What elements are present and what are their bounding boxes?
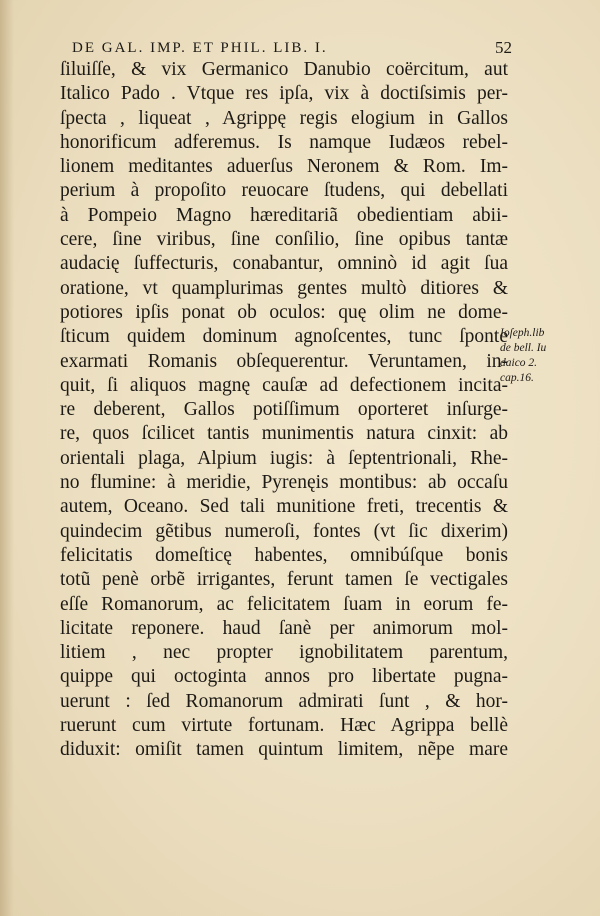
margin-note-citation xyxy=(500,326,596,386)
text-line: licitate reponere. haud ſanè per animorum mol- xyxy=(60,617,508,639)
text-line: eſſe Romanorum, ac felicitatem ſuam in eorum fe- xyxy=(60,593,508,615)
text-line: à Pompeio Magno hæreditariã obedientiam abii- xyxy=(60,204,508,226)
margin-note-line: cap.16. xyxy=(500,372,534,384)
running-head xyxy=(72,36,512,60)
text-line: audacię ſuffecturis, conabantur, omninò id agit ſua xyxy=(60,253,508,275)
text-line: quit, ſi aliquos magnę cauſæ ad defectionem incita- xyxy=(60,374,508,396)
text-line: no flumine: à meridie, Pyrenęis montibus: ab occaſu xyxy=(60,472,508,494)
text-line: diduxit: omiſit tamen quintum limitem, nẽpe mare xyxy=(60,739,508,761)
text-line: honorificum adferemus. Is namque Iudæos rebel- xyxy=(60,131,508,153)
text-line: perium à propoſito reuocare ſtudens, qui debellati xyxy=(60,180,508,202)
margin-note-line: de bell. Iu xyxy=(500,342,547,354)
text-line: uerunt : ſed Romanorum admirati ſunt , & hor- xyxy=(60,690,508,712)
text-line: quippe qui octoginta annos pro libertate pugna- xyxy=(60,666,508,688)
text-line: ſiluiſſe, & vix Germanico Danubio coërcitum, aut xyxy=(60,59,508,80)
text-line: ruerunt cum virtute fortunam. Hæc Agrippa bellè xyxy=(60,715,508,737)
running-title: DE GAL. IMP. ET PHIL. LIB. I. xyxy=(72,40,328,56)
text-line: potiores ipſis ponat ob oculos: quę olim ne dome- xyxy=(60,301,508,323)
body-text xyxy=(60,58,508,763)
text-line: orientali plaga, Alpium iugis: à ſeptentrionali, Rhe- xyxy=(60,447,508,469)
text-line: quindecim gẽtibus numeroſi, fontes (vt ſic dixerim) xyxy=(60,520,508,542)
text-line: felicitatis domeſticę habentes, omnibúſque bonis xyxy=(60,544,508,566)
text-line: ſpecta , liqueat , Agrippę regis elogium in Gallos xyxy=(60,107,508,129)
text-line: totũ penè orbẽ irrigantes, ferunt tamen ſe vectigales xyxy=(60,569,508,591)
text-line: litiem , nec propter ignobilitatem parentum, xyxy=(60,642,508,664)
text-line: oratione, vt quamplurimas gentes multò ditiores & xyxy=(60,277,508,299)
text-line: Italico Pado . Vtque res ipſa, vix à doctiſsimis per- xyxy=(60,83,508,105)
text-line: autem, Oceano. Sed tali munitione freti, trecentis & xyxy=(60,496,508,518)
text-line: ſticum quidem dominum agnoſcentes, tunc ſponte xyxy=(60,326,508,348)
text-line: lionem meditantes aduerſus Neronem & Rom. Im- xyxy=(60,156,508,178)
margin-note-line: Ioſeph.lib xyxy=(500,327,545,339)
page-gutter-shadow xyxy=(0,0,14,916)
text-line: re, quos ſcilicet tantis munimentis natura cinxit: ab xyxy=(60,423,508,445)
text-line: re deberent, Gallos potiſſimum oporteret inſurge- xyxy=(60,399,508,421)
margin-note-line: daico 2. xyxy=(500,357,538,369)
text-line: cere, ſine viribus, ſine conſilio, ſine opibus tantæ xyxy=(60,229,508,251)
text-line: exarmati Romanis obſequerentur. Veruntamen, in- xyxy=(60,350,508,372)
page-number: 52 xyxy=(495,38,512,57)
